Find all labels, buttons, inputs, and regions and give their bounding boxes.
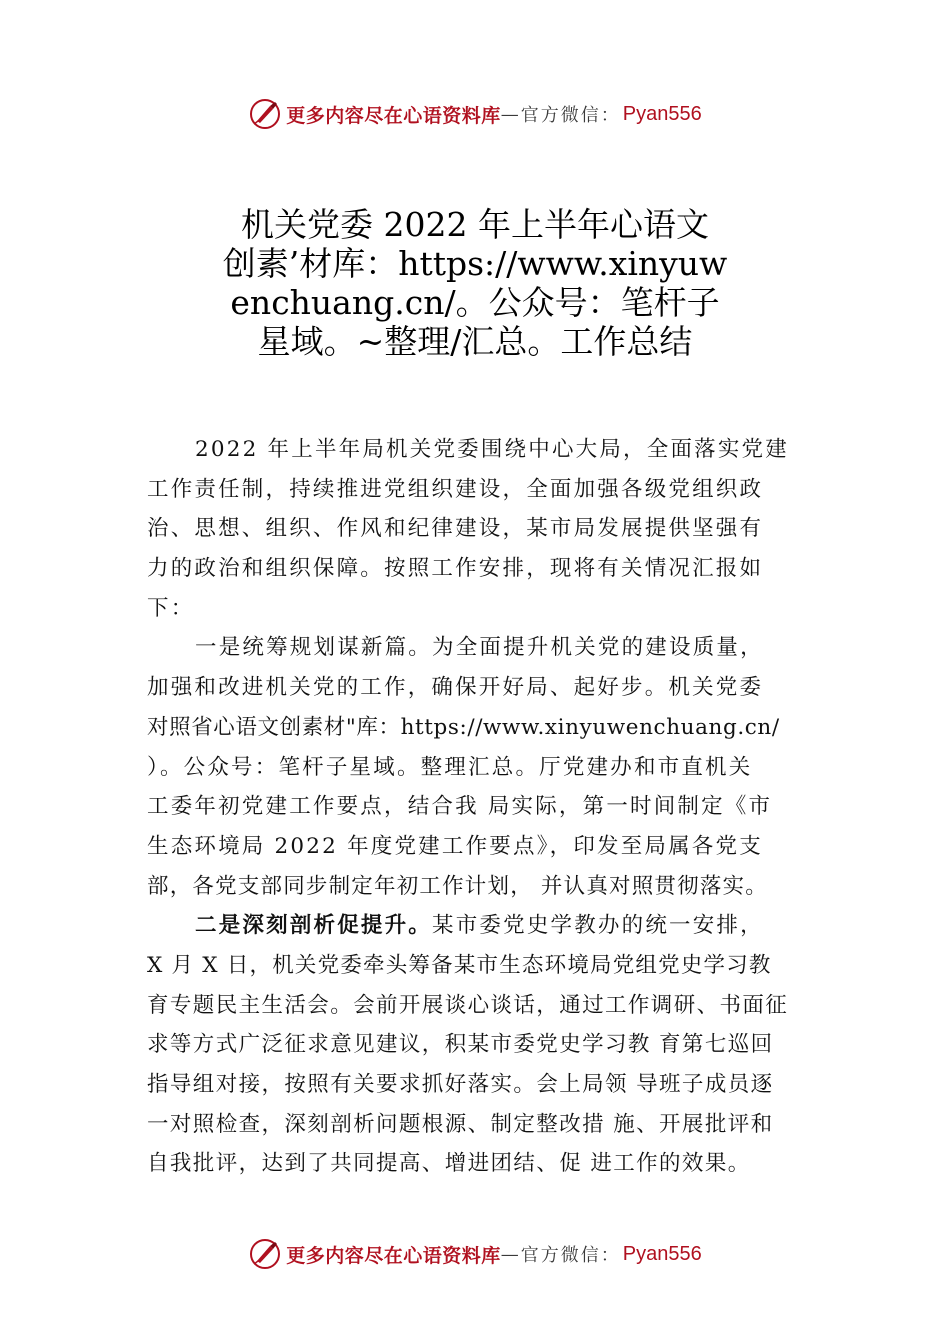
title-line: enchuang.cn/。公众号：笔杆子 <box>230 283 720 322</box>
section-text: 某市委党史学教办的统一安排， <box>432 913 764 939</box>
body-line: 工作责任制，持续推进党组织建设，全面加强各级党组织政 <box>147 476 764 502</box>
footer-banner <box>0 1232 950 1276</box>
body-line: 2022 年上半年局机关党委围绕中心大局，全面落实党建 <box>195 437 789 462</box>
body-line: 力的政治和组织保障。按照工作安排，现将有关情况汇报如 <box>147 556 764 582</box>
body-line: 加强和改进机关党的工作，确保开好局、起好步。机关党委 <box>147 675 764 701</box>
document-body <box>147 430 827 1184</box>
wechat-label: 官方微信： <box>520 105 621 126</box>
title-line: 创素’材库：https://www.xinyuw <box>222 244 728 283</box>
brand-text: 更多内容尽在心语资料库 <box>286 104 501 127</box>
title-line: 机关党委 2022 年上半年心语文 <box>241 205 709 244</box>
wechat-label: 官方微信： <box>520 1245 621 1266</box>
brand-text: 更多内容尽在心语资料库 <box>286 1244 501 1267</box>
quill-logo-icon <box>248 1237 282 1271</box>
body-line: 下： <box>147 595 195 621</box>
wechat-id: Pyan556 <box>622 102 702 125</box>
banner-dash: — <box>500 1243 521 1265</box>
body-line: 工委年初党建工作要点，结合我 局实际，第一时间制定《市 <box>147 794 773 820</box>
body-line: 求等方式广泛征求意见建议，积某市委党史学习教 育第七巡回 <box>147 1032 774 1058</box>
header-banner <box>0 92 950 136</box>
body-line: X 月 X 日，机关党委牵头筹备某市生态环境局党组党史学习教 <box>147 952 772 978</box>
body-line: 育专题民主生活会。会前开展谈心谈话，通过工作调研、书面征 <box>147 992 789 1018</box>
body-line: 部，各党支部同步制定年初工作计划， 并认真对照贯彻落实。 <box>147 873 768 899</box>
title-line: 星域。~整理/汇总。工作总结 <box>257 322 693 361</box>
body-line: 生态环境局 2022 年度党建工作要点》，印发至局属各党支 <box>147 833 763 859</box>
body-line: 治、思想、组织、作风和纪律建设，某市局发展提供坚强有 <box>147 516 764 542</box>
quill-logo-icon <box>248 97 282 131</box>
body-line: 指导组对接，按照有关要求抓好落实。会上局领 导班子成员逐 <box>147 1072 774 1097</box>
body-line: 一是统筹规划谋新篇。为全面提升机关党的建设质量， <box>195 635 764 661</box>
document-title <box>190 205 760 361</box>
body-line <box>147 906 827 946</box>
section-lead: 二是深刻剖析促提升。 <box>195 913 433 939</box>
body-line: 一对照检查，深刻剖析问题根源、制定整改措 施、开展批评和 <box>147 1111 774 1137</box>
body-line: 自我批评，达到了共同提高、增进团结、促 进工作的效果。 <box>147 1151 751 1177</box>
body-line: 对照省心语文创素材"库：https://www.xinyuwenchuang.cn/ <box>147 714 780 740</box>
body-line: ）。公众号：笔杆子星域。整理汇总。厅党建办和市直机关 <box>147 754 753 780</box>
banner-dash: — <box>500 103 521 125</box>
wechat-id: Pyan556 <box>622 1242 702 1265</box>
